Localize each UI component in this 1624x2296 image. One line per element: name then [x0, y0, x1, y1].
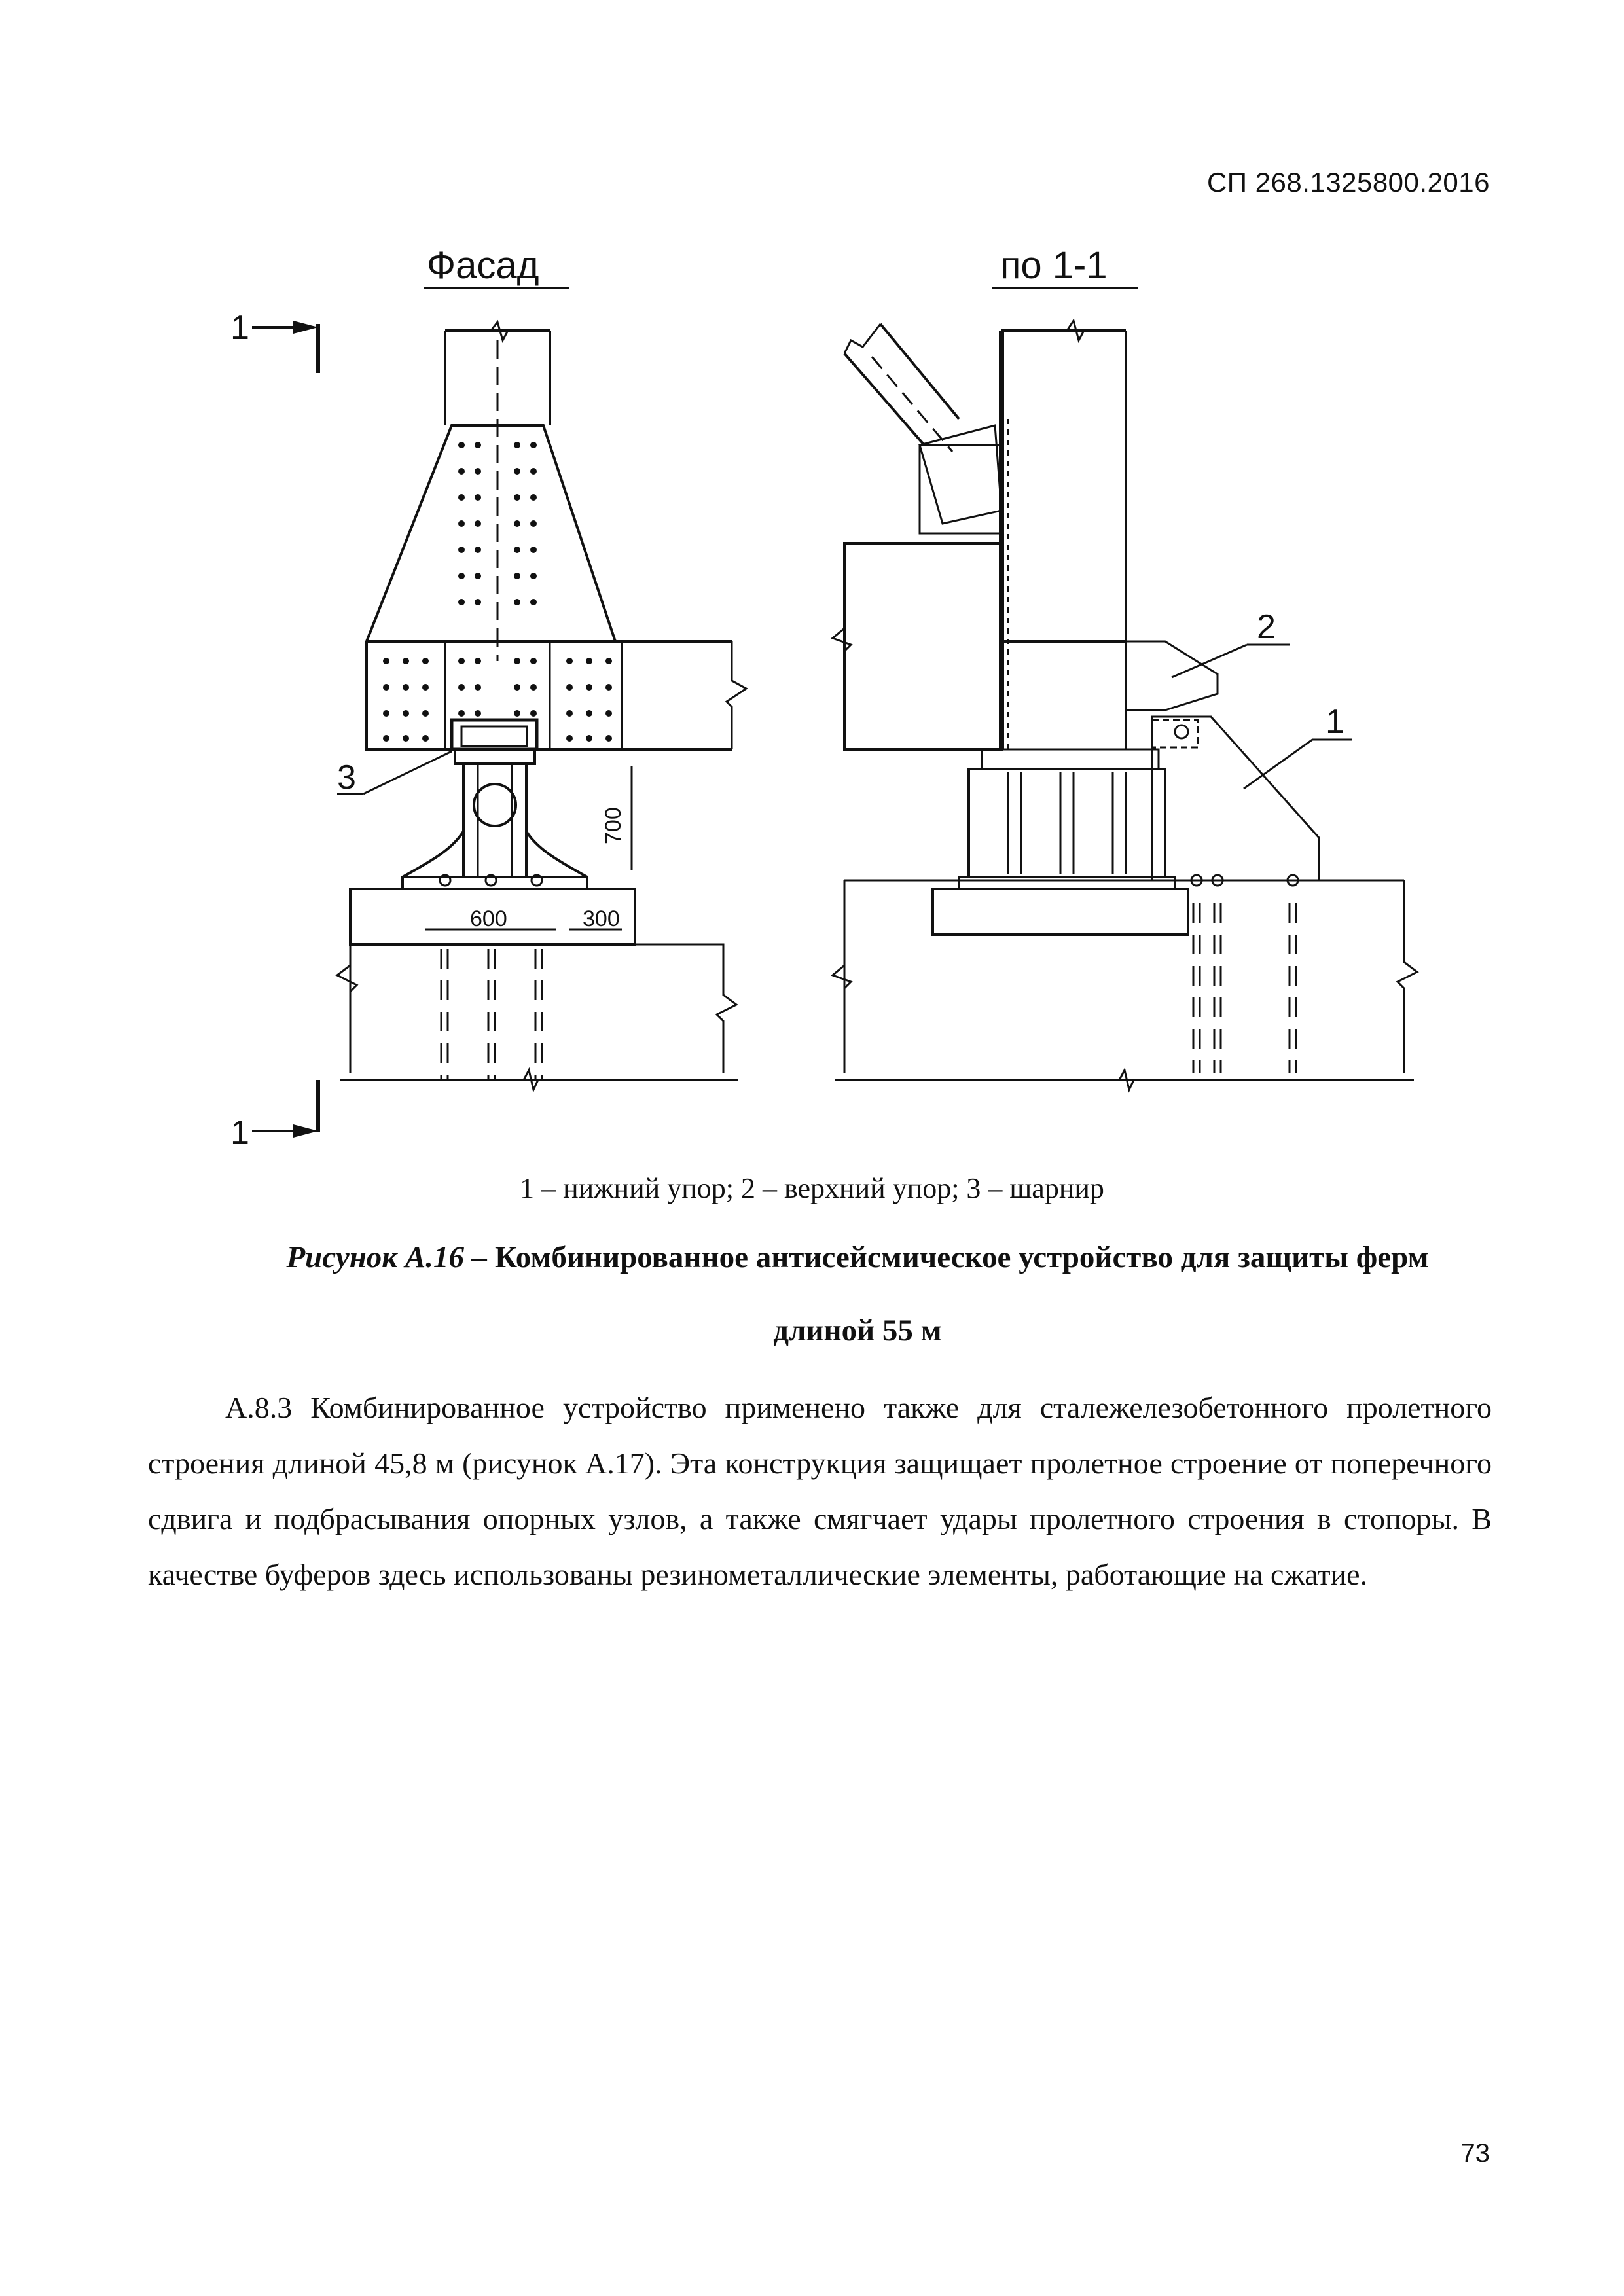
caption-number: Рисунок А.16 – [286, 1240, 488, 1274]
callout-2 [1172, 608, 1290, 677]
svg-text:2: 2 [1257, 608, 1276, 646]
svg-text:1: 1 [230, 309, 249, 347]
facade-dimensions [425, 766, 632, 931]
svg-text:1: 1 [1326, 703, 1344, 741]
facade-pier-cap [337, 889, 738, 1090]
svg-text:1: 1 [230, 1114, 249, 1152]
facade-hinge-bearing [403, 720, 587, 889]
section-chord [833, 543, 1001, 749]
page-number: 73 [1460, 2139, 1490, 2168]
body-paragraph: А.8.3 Комбинированное устройство применено также для сталежелезобетонного пролетного строения длиной 45,8 м (рисунок А.17). Эта конструкция защищает пролетное строение от поперечного сдвига и подбрасывания опорных узлов, а также смягчает удары пролетного строения в стопоры. В качестве буферов здесь использованы резинометаллические элементы, работающие на сжатие. [148, 1391, 1492, 1591]
callout-1 [1244, 703, 1352, 789]
section-diagonal-brace [844, 324, 1001, 524]
section-pier [833, 880, 1417, 1090]
document-code: СП 268.1325800.2016 [1206, 167, 1490, 198]
facade-view-title: Фасад [427, 244, 539, 287]
section-mark-top [230, 309, 318, 373]
section-mark-bottom [230, 1080, 318, 1152]
callout-3 [337, 751, 452, 797]
caption-text: Комбинированное антисейсмическое устройство для защиты ферм длиной 55 м [494, 1240, 1429, 1348]
svg-text:3: 3 [337, 759, 356, 797]
lower-stop [1152, 717, 1319, 880]
figure-legend: 1 – нижний упор; 2 – верхний упор; 3 – шарнир [520, 1172, 1104, 1204]
facade-anchor-bolts [440, 875, 542, 1080]
section-anchor-bolts [1191, 875, 1298, 1073]
section-bearing [933, 749, 1188, 935]
section-view-title: по 1-1 [1000, 244, 1108, 287]
facade-gusset-plate [367, 425, 746, 749]
facade-column [445, 322, 550, 661]
svg-text:300: 300 [583, 906, 620, 931]
section-column [920, 321, 1126, 749]
upper-stop [1126, 641, 1218, 710]
svg-text:700: 700 [601, 807, 626, 844]
svg-text:600: 600 [470, 906, 507, 931]
figure-caption [236, 1221, 1479, 1367]
